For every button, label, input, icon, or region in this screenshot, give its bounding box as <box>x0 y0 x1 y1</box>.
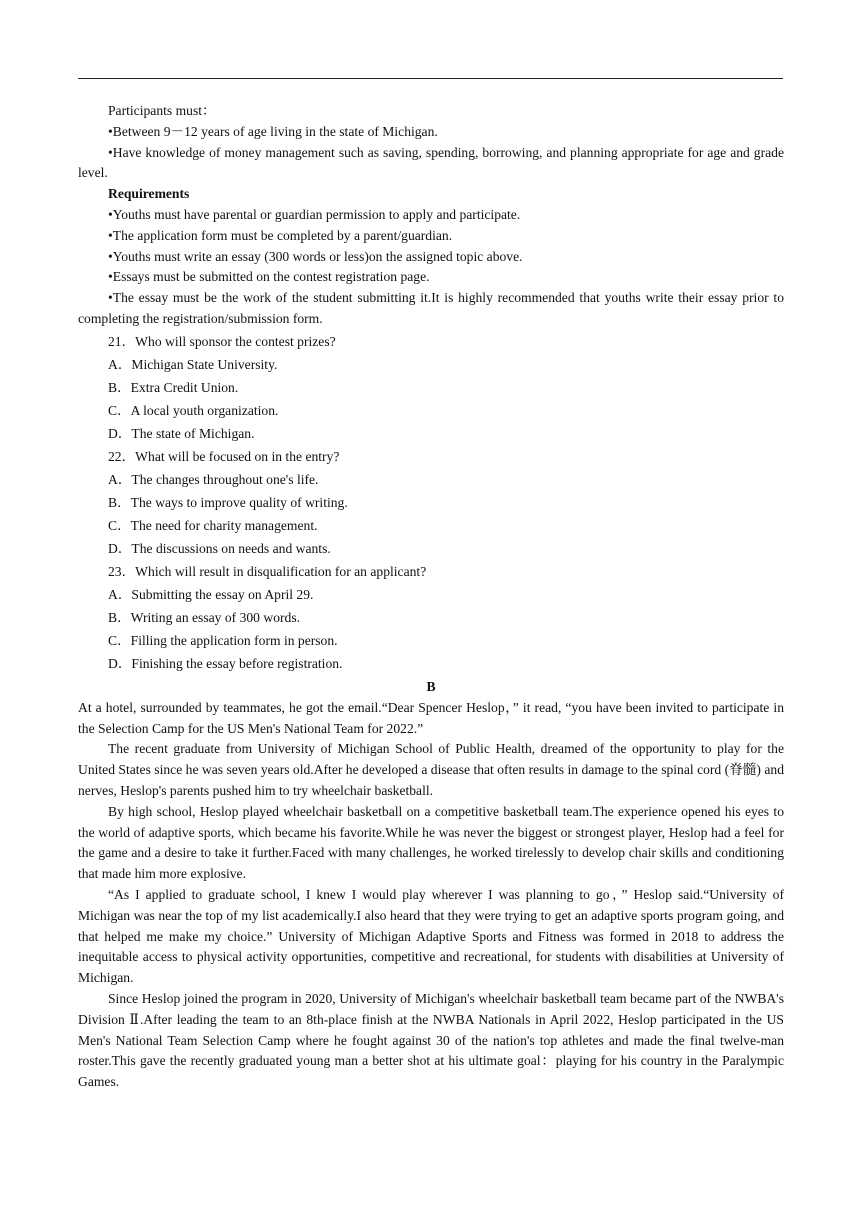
answer-option: C．A local youth organization. <box>108 402 279 418</box>
requirement-bullet: •The essay must be the work of the student submitting it.It is highly recommended that youths write their essay prior to completing the registration/submission form. <box>78 290 784 326</box>
section-b-label: B <box>426 678 436 694</box>
question-stem: 21．Who will sponsor the contest prizes? <box>108 333 336 349</box>
header-rule <box>78 78 783 79</box>
passage-paragraph: The recent graduate from University of Michigan School of Public Health, dreamed of the opportunity to play for the United States since he was seven years old.After he developed a disease that often results in damage to the spinal cord (脊髓) and nerves, Heslop's parents pushed him to try wheelchair basketball. <box>78 741 784 798</box>
question-stem: 22．What will be focused on in the entry? <box>108 448 340 464</box>
page-content <box>78 101 784 1093</box>
passage-paragraph: At a hotel, surrounded by teammates, he got the email.“Dear Spencer Heslop，” it read, “you have been invited to participate in the Selection Camp for the US Men's National Team for 2022.” <box>78 699 784 736</box>
answer-option: B．The ways to improve quality of writing. <box>108 494 348 510</box>
participants-heading: Participants must： <box>108 103 216 118</box>
answer-option: C．Filling the application form in person. <box>108 632 338 648</box>
answer-option: A．Submitting the essay on April 29. <box>108 586 314 602</box>
participant-bullet: •Have knowledge of money management such as saving, spending, borrowing, and planning appropriate for age and grade level. <box>78 144 784 181</box>
requirement-bullet: •Youths must have parental or guardian permission to apply and participate. <box>108 206 521 222</box>
participant-bullet: •Between 9－12 years of age living in the state of Michigan. <box>108 123 438 139</box>
passage-paragraph: Since Heslop joined the program in 2020, University of Michigan's wheelchair basketball team became part of the NWBA's Division Ⅱ.After leading the team to an 8th-place finish at the NWBA Nationals in April 2022, Heslop participated in the US Men's National Team Selection Camp where he fought against 30 of the nation's top athletes and made the final twelve-man roster.This gave the recently graduated young man a better shot at his ultimate goal：playing for his country in the Paralympic Games. <box>78 990 784 1090</box>
answer-option: C．The need for charity management. <box>108 517 318 533</box>
requirement-bullet: •Essays must be submitted on the contest registration page. <box>108 269 430 285</box>
answer-option: D．Finishing the essay before registration. <box>108 655 343 671</box>
answer-option: B．Writing an essay of 300 words. <box>108 609 301 625</box>
question-21 <box>78 330 784 445</box>
passage-paragraph: By high school, Heslop played wheelchair basketball on a competitive basketball team.The experience opened his eyes to the world of adaptive sports, which became his favorite.While he was never the biggest or strongest player, Heslop had a feel for the game and a desire to take it further.Faced with many challenges, he worked tirelessly to develop chair skills and conditioning that made him more explosive. <box>78 803 784 882</box>
requirements-heading: Requirements <box>108 186 190 202</box>
answer-option: D．The discussions on needs and wants. <box>108 540 331 556</box>
question-22 <box>78 445 784 560</box>
requirement-bullet: •Youths must write an essay (300 words or less)on the assigned topic above. <box>108 248 523 264</box>
answer-option: D．The state of Michigan. <box>108 425 255 441</box>
answer-option: B．Extra Credit Union. <box>108 379 239 395</box>
question-23 <box>78 560 784 675</box>
answer-option: A．Michigan State University. <box>108 356 278 372</box>
requirement-bullet: •The application form must be completed by a parent/guardian. <box>108 227 453 243</box>
answer-option: A．The changes throughout one's life. <box>108 471 319 487</box>
question-stem: 23．Which will result in disqualification for an applicant? <box>108 563 427 579</box>
passage-paragraph: “As I applied to graduate school, I knew I would play wherever I was planning to go，” Heslop said.“University of Michigan was near the top of my list academically.I also heard that they were trying to get an adaptive sports program going, and that helped me make my choice.” University of Michigan Adaptive Sports and Fitness was formed in 2018 to address the inequitable access to physical activity opportunities, competitive and recreational, for students with disabilities at University of Michigan. <box>78 886 784 986</box>
